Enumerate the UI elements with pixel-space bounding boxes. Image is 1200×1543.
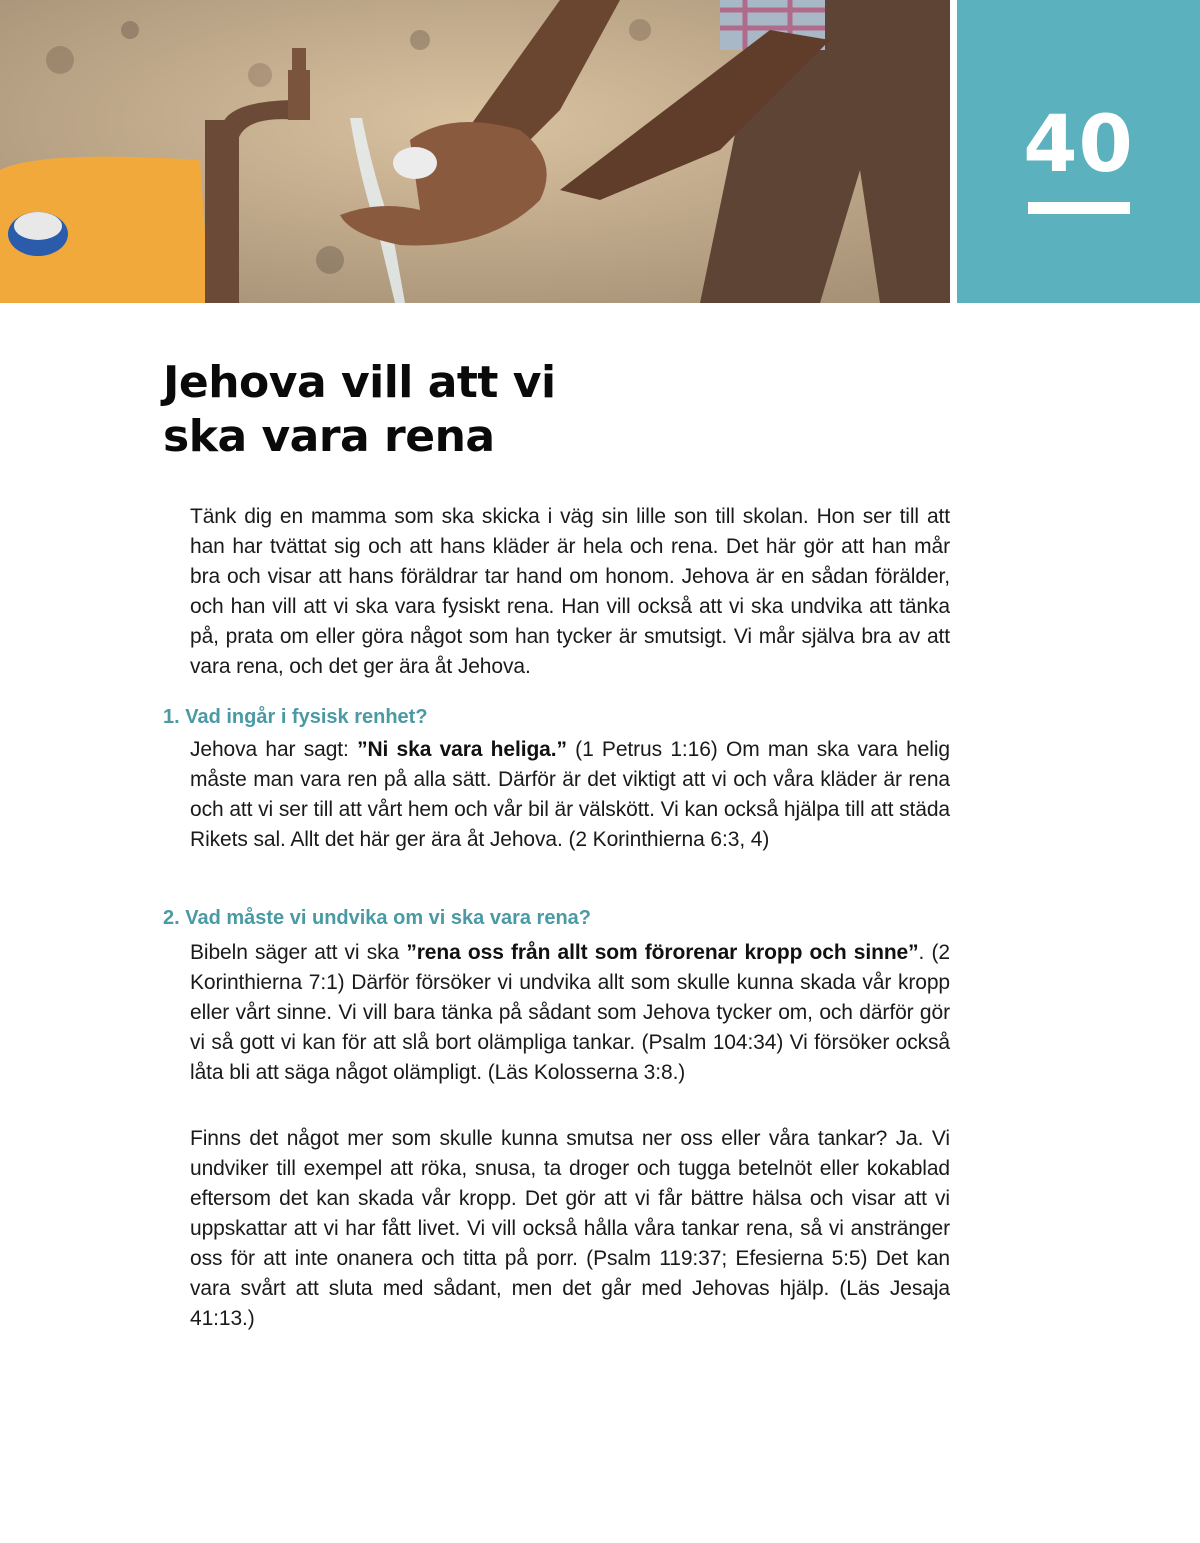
handwashing-illustration [0, 0, 950, 303]
title-line-2: ska vara rena [163, 411, 495, 462]
section-2-paragraph-2: Finns det något mer som skulle kunna smutsa ner oss eller våra tankar? Ja. Vi undviker till exempel att röka, snusa, ta droger och tugga betelnöt eller kokablad eftersom det kan skada vår kropp. Det gör att vi får bättre hälsa och visar att vi uppskattar att vi har fått livet. Vi vill också hålla våra tankar rena, så vi anstränger oss för att inte onanera och titta på porr. (Psalm 119:37; Efesierna 5:5) Det kan vara svårt att sluta med sådant, men det går med Jehovas hjälp. (Läs Jesaja 41:13.) [190, 1127, 950, 1330]
section-2-quote: ”rena oss från allt som förorenar kropp och sinne” [406, 941, 919, 964]
hero-photo-handwashing [0, 0, 950, 303]
soap-bar [393, 147, 437, 179]
section-2-paragraph-1 [190, 938, 950, 1088]
section-1-quote: ”Ni ska vara heliga.” [357, 738, 567, 761]
question-1: 1. Vad ingår i fysisk renhet? [163, 706, 428, 728]
number-underline [1028, 202, 1130, 214]
water-pipe [205, 120, 239, 303]
section-2-text-start: Bibeln säger att vi ska [190, 941, 407, 964]
intro-paragraph: Tänk dig en mamma som ska skicka i väg sin lille son till skolan. Hon ser till att han har tvättat sig och att hans kläder är hela och rena. Det här gör att han mår bra och visar att hans föräldrar tar hand om honom. Jehova är en sådan förälder, och han vill att vi ska vara fysiskt rena. Han vill också att vi ska undvika att tänka på, prata om eller göra något som han tycker är smutsigt. Vi mår själva bra av att vara rena, och det ger ära åt Jehova. [190, 505, 950, 678]
lesson-number-badge [957, 0, 1200, 303]
faucet [288, 70, 310, 120]
section-1-paragraph [190, 735, 950, 855]
section-1-text-start: Jehova har sagt: [190, 738, 358, 761]
title-line-1: Jehova vill att vi [163, 357, 556, 408]
page-title [163, 356, 763, 464]
lesson-number: 40 [1023, 100, 1134, 190]
section-2-text-end: . (2 Korinthierna 7:1) Därför försöker vi undvika allt som skulle kunna skada vår kropp eller vårt sinne. Vi vill bara tänka på sådant som Jehova tycker om, och därför gör vi så gott vi kan för att slå bort olämpliga tankar. (Psalm 104:34) Vi försöker också låta bli att säga något olämpligt. (Läs Kolosserna 3:8.) [190, 941, 950, 1084]
question-2: 2. Vad måste vi undvika om vi ska vara rena? [163, 907, 591, 929]
section-1-text-end: (1 Petrus 1:16) Om man ska vara helig måste man vara ren på alla sätt. Därför är det viktigt att vi och våra kläder är rena och att vi ser till att vårt hem och vår bil är välskött. Vi kan också hjälpa till att städa Rikets sal. Allt det här ger ära åt Jehova. (2 Korinthierna 6:3, 4) [190, 738, 950, 851]
